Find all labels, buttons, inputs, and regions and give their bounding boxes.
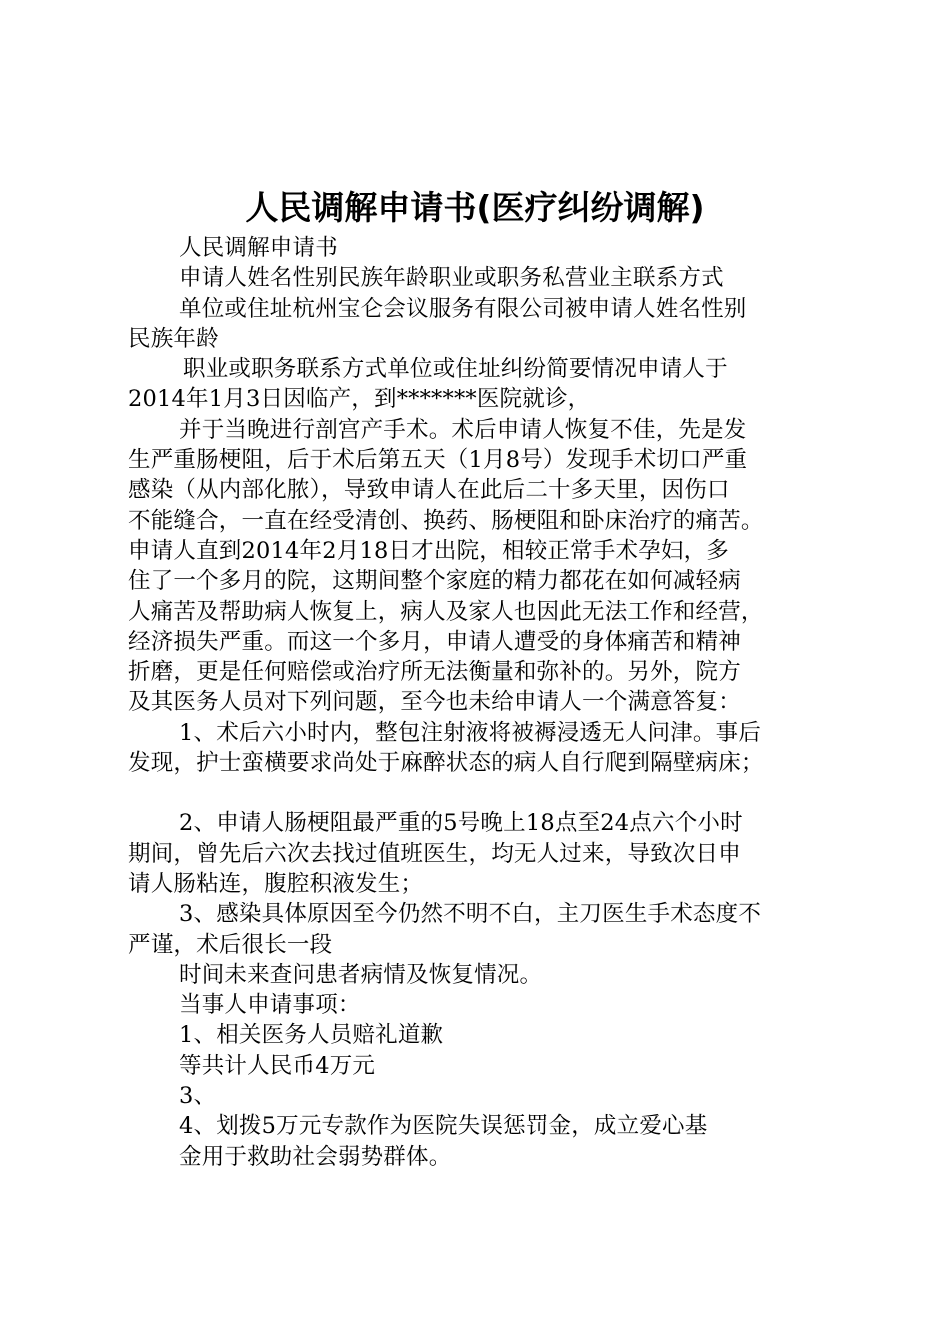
paragraph-line: 等共计人民币4万元 [179, 1052, 376, 1079]
paragraph-line: 严谨，术后很长一段 [128, 931, 333, 958]
paragraph-line: 1、术后六小时内，整包注射液将被褥浸透无人问津。事后 [179, 719, 762, 746]
paragraph-line: 请人肠粘连，腹腔积液发生； [128, 870, 424, 897]
document-body [128, 233, 828, 1172]
paragraph-line: 职业或职务联系方式单位或住址纠纷简要情况申请人于 [183, 356, 728, 383]
paragraph-line: 不能缝合，一直在经受清创、换药、肠梗阻和卧床治疗的痛苦。 [128, 507, 764, 534]
blank-line [128, 778, 828, 808]
paragraph-line: 时间未来查问患者病情及恢复情况。 [179, 961, 543, 988]
paragraph-line: 申请人姓名性别民族年龄职业或职务私营业主联系方式 [179, 265, 724, 292]
paragraph-line: 申请人直到2014年2月18日才出院，相较正常手术孕妇，多 [128, 537, 730, 564]
paragraph-line: 折磨，更是任何赔偿或治疗所无法衡量和弥补的。另外，院方 [128, 659, 741, 686]
paragraph-line: 2、申请人肠梗阻最严重的5号晚上18点至24点六个小时 [179, 810, 743, 837]
paragraph-line: 1、相关医务人员赔礼道歉 [179, 1022, 444, 1049]
paragraph-line: 发现，护士蛮横要求尚处于麻醉状态的病人自行爬到隔壁病床； [128, 750, 764, 777]
paragraph-line: 当事人申请事项： [179, 992, 361, 1019]
paragraph-line: 住了一个多月的院，这期间整个家庭的精力都花在如何减轻病 [128, 568, 741, 595]
paragraph-line: 3、感染具体原因至今仍然不明不白，主刀医生手术态度不 [179, 901, 762, 928]
paragraph-line: 民族年龄 [128, 325, 219, 352]
paragraph-line: 及其医务人员对下列问题，至今也未给申请人一个满意答复： [128, 689, 741, 716]
paragraph-line: 感染（从内部化脓），导致申请人在此后二十多天里，因伤口 [128, 477, 730, 504]
paragraph-line: 2014年1月3日因临产，到*******医院就诊， [128, 386, 591, 413]
paragraph-line: 单位或住址杭州宝仑会议服务有限公司被申请人姓名性别 [179, 295, 747, 322]
paragraph-line: 经济损失严重。而这一个多月，申请人遭受的身体痛苦和精神 [128, 628, 741, 655]
paragraph-line: 3、 [179, 1083, 217, 1110]
document-title: 人民调解申请书(医疗纠纷调解) [245, 188, 705, 227]
paragraph-line: 金用于救助社会弱势群体。 [179, 1143, 452, 1170]
paragraph-line: 期间，曾先后六次去找过值班医生，均无人过来，导致次日申 [128, 840, 741, 867]
paragraph-line: 4、划拨5万元专款作为医院失误惩罚金，成立爱心基 [179, 1113, 708, 1140]
paragraph-line: 生严重肠梗阻，后于术后第五天（1月8号）发现手术切口严重 [128, 447, 748, 474]
paragraph-line: 并于当晚进行剖宫产手术。术后申请人恢复不佳，先是发 [179, 416, 747, 443]
paragraph-line: 人痛苦及帮助病人恢复上，病人及家人也因此无法工作和经营， [128, 598, 764, 625]
paragraph-line: 人民调解申请书 [179, 235, 338, 261]
